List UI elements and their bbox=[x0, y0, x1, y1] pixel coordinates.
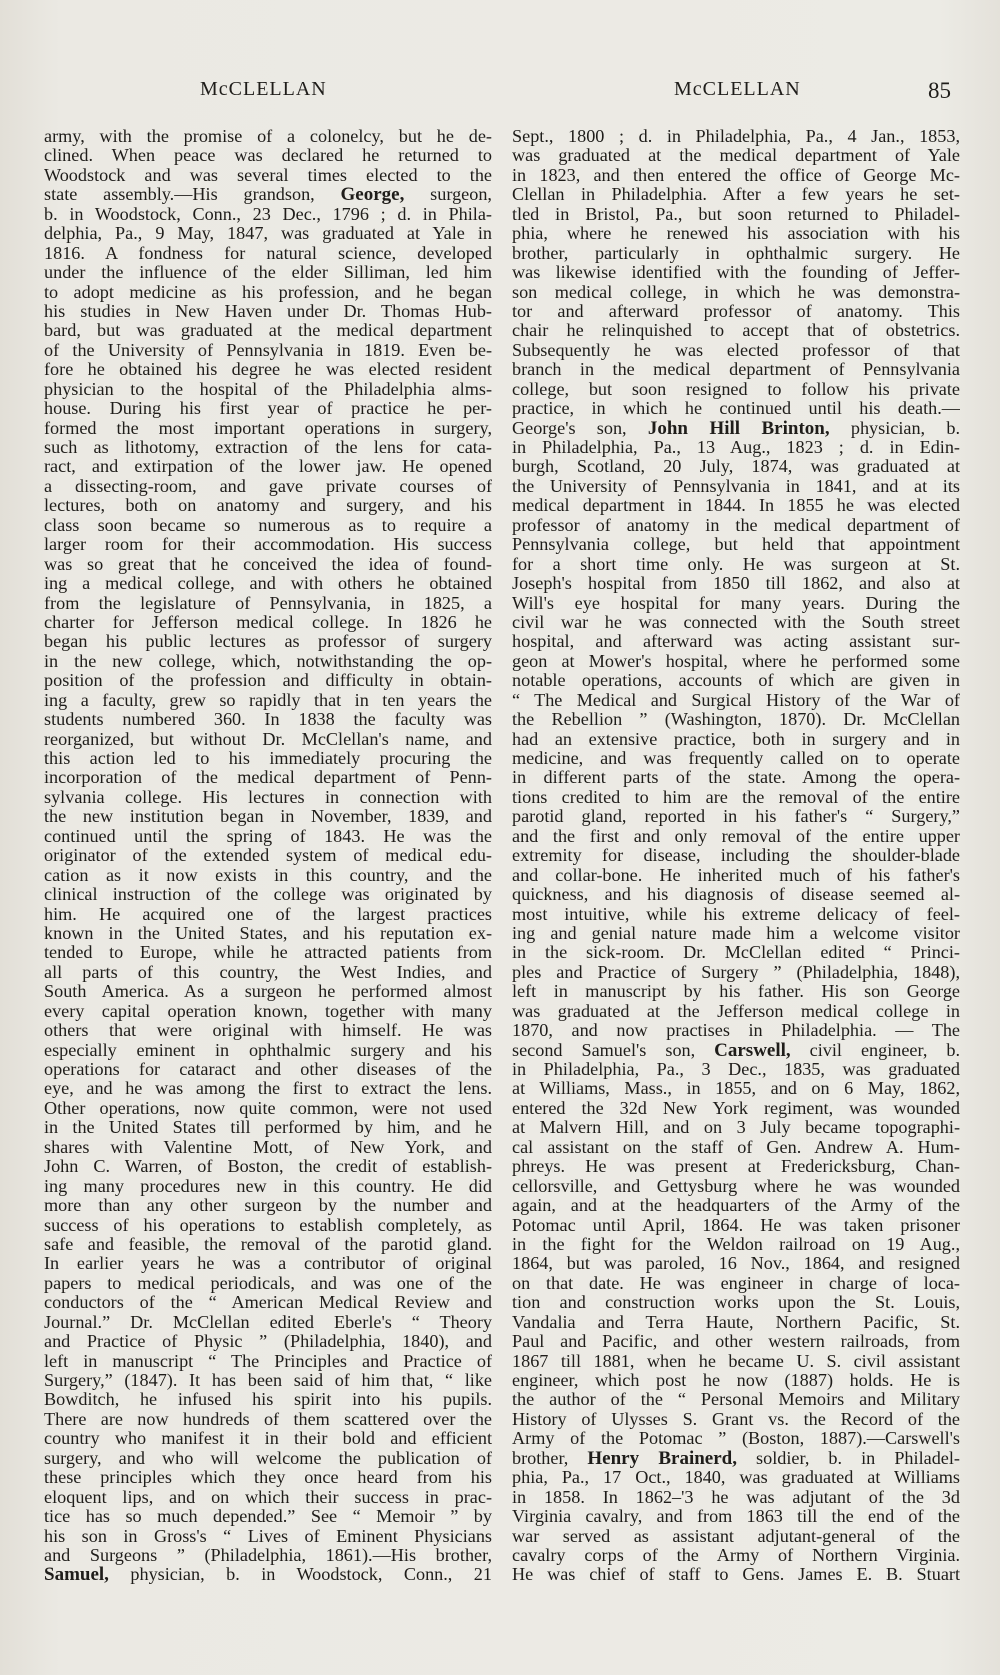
text-line: students numbered 360. In 1838 the faculty was bbox=[44, 710, 492, 730]
text-line: medicine, and was frequently called on to operate bbox=[512, 749, 960, 768]
text-line: had an extensive practice, both in surgery and in bbox=[512, 729, 960, 749]
text-line: Paul and Pacific, and other western railroads, from bbox=[512, 1332, 960, 1352]
text-line: Journal.” Dr. McClellan edited Eberle's “ Theory bbox=[44, 1312, 492, 1332]
text-line: him. He acquired one of the largest practices bbox=[44, 904, 492, 924]
text-line: Will's eye hospital for many years. During the bbox=[512, 593, 960, 613]
text-line: brother, particularly in ophthalmic surgery. He bbox=[512, 243, 960, 263]
text-line: in 1858. In 1862–'3 he was adjutant of the 3d bbox=[512, 1487, 960, 1507]
text-line: ing many procedures new in this country. He did bbox=[44, 1176, 492, 1196]
text-line: Woodstock and was several times elected to the bbox=[44, 165, 492, 185]
text-line: left in manuscript “ The Principles and Practice of bbox=[44, 1351, 492, 1371]
text-line: entered the 32d New York regiment, was wounded bbox=[512, 1098, 960, 1118]
text-line: eye, and he was among the first to extract the lens. bbox=[44, 1079, 492, 1099]
text-line: in different parts of the state. Among the opera- bbox=[512, 768, 960, 788]
text-line: in Philadelphia, Pa., 3 Dec., 1835, was graduated bbox=[512, 1060, 960, 1079]
text-line: ract, and extirpation of the lower jaw. He opened bbox=[44, 457, 492, 477]
text-line: these principles which they once heard from his bbox=[44, 1468, 492, 1488]
text-line: 1864, but was paroled, 16 Nov., 1864, and resigned bbox=[512, 1254, 960, 1274]
text-line: notable operations, accounts of which are given in bbox=[512, 671, 960, 691]
text-line: was graduated at the Jefferson medical college in bbox=[512, 1001, 960, 1021]
text-line: on that date. He was engineer in charge of loca- bbox=[512, 1273, 960, 1293]
text-line: continued until the spring of 1843. He was the bbox=[44, 826, 492, 846]
text-line: papers to medical periodicals, and was one of the bbox=[44, 1273, 492, 1293]
text-line: Vandalia and Terra Haute, Northern Pacific, St. bbox=[512, 1312, 960, 1332]
text-line: son medical college, in which he was demonstra- bbox=[512, 282, 960, 302]
text-line: college, but soon resigned to follow his private bbox=[512, 379, 960, 399]
text-line: was likewise identified with the founding of Jeffer- bbox=[512, 263, 960, 283]
text-line: History of Ulysses S. Grant vs. the Record of the bbox=[512, 1409, 960, 1429]
text-line: and Surgeons ” (Philadelphia, 1861).—His brother, bbox=[44, 1545, 492, 1565]
text-line: quickness, and his diagnosis of disease seemed al- bbox=[512, 885, 960, 905]
text-line: Potomac until April, 1864. He was taken prisoner bbox=[512, 1215, 960, 1235]
text-line: and the first and only removal of the entire upper bbox=[512, 826, 960, 846]
text-line: the new institution began in November, 1839, and bbox=[44, 807, 492, 827]
text-line: medical department in 1844. In 1855 he was elected bbox=[512, 496, 960, 516]
text-line: all parts of this country, the West Indies, and bbox=[44, 962, 492, 982]
text-line: conductors of the “ American Medical Review and bbox=[44, 1293, 492, 1313]
text-line: Army of the Potomac ” (Boston, 1887).—Carswell's bbox=[512, 1429, 960, 1449]
text-line: extremity for disease, including the shoulder-blade bbox=[512, 846, 960, 866]
text-line: position of the profession and difficulty in obtain- bbox=[44, 671, 492, 691]
text-line: in the fight for the Weldon railroad on 19 Aug., bbox=[512, 1234, 960, 1254]
text-line: branch in the medical department of Pennsylvania bbox=[512, 360, 960, 380]
text-line: clinical instruction of the college was originated by bbox=[44, 885, 492, 905]
text-line: lectures, both on anatomy and surgery, and his bbox=[44, 496, 492, 516]
text-line: again, and at the headquarters of the Army of the bbox=[512, 1196, 960, 1216]
text-line: the author of the “ Personal Memoirs and Military bbox=[512, 1390, 960, 1410]
text-line: phreys. He was present at Fredericksburg, Chan- bbox=[512, 1157, 960, 1177]
text-line: his son in Gross's “ Lives of Eminent Physicians bbox=[44, 1526, 492, 1546]
text-line: country who manifest it in their bold and efficient bbox=[44, 1429, 492, 1449]
text-line: ing and genial nature made him a welcome visitor bbox=[512, 923, 960, 943]
text-line: class soon became so numerous as to require a bbox=[44, 515, 492, 535]
text-line: tor and afterward professor of anatomy. This bbox=[512, 301, 960, 321]
text-line: tion and construction works upon the St. Louis, bbox=[512, 1293, 960, 1313]
text-line: and collar-bone. He inherited much of his father's bbox=[512, 865, 960, 885]
text-line: originator of the extended system of medical edu- bbox=[44, 846, 492, 866]
text-line: the University of Pennsylvania in 1841, and at its bbox=[512, 476, 960, 496]
text-line: phia, Pa., 17 Oct., 1840, was graduated at Williams bbox=[512, 1468, 960, 1488]
text-line: ing a faculty, grew so rapidly that in ten years the bbox=[44, 690, 492, 710]
text-line: geon at Mower's hospital, where he performed some bbox=[512, 651, 960, 671]
running-head-right: McCLELLAN bbox=[674, 78, 801, 100]
text-line: at Malvern Hill, and on 3 July became topographi- bbox=[512, 1118, 960, 1138]
text-line: engineer, which post he now (1887) holds. He is bbox=[512, 1371, 960, 1390]
text-line: of the University of Pennsylvania in 1819. Even be- bbox=[44, 340, 492, 360]
text-line: There are now hundreds of them scattered over the bbox=[44, 1409, 492, 1429]
text-line: tended to Europe, while he attracted patients from bbox=[44, 943, 492, 963]
text-line: state assembly.—His grandson, George, surgeon, bbox=[44, 185, 492, 205]
text-line: tions credited to him are the removal of the entire bbox=[512, 787, 960, 807]
text-line: known in the United States, and his reputation ex- bbox=[44, 923, 492, 943]
text-line: hospital, and afterward was acting assistant sur- bbox=[512, 632, 960, 652]
text-line: cavalry corps of the Army of Northern Virginia. bbox=[512, 1545, 960, 1565]
text-line: a dissecting-room, and gave private courses of bbox=[44, 476, 492, 496]
running-head-left: McCLELLAN bbox=[200, 78, 327, 100]
text-line: larger room for their accommodation. His success bbox=[44, 535, 492, 555]
text-line: more than any other surgeon by the number and bbox=[44, 1196, 492, 1216]
text-line: was so great that he conceived the idea of found- bbox=[44, 554, 492, 574]
text-line: shares with Valentine Mott, of New York, and bbox=[44, 1137, 492, 1157]
right-text-column bbox=[512, 127, 960, 1585]
text-line: incorporation of the medical department of Penn- bbox=[44, 768, 492, 788]
text-line: Clellan in Philadelphia. After a few years he set- bbox=[512, 185, 960, 205]
text-line: in 1823, and then entered the office of George Mc- bbox=[512, 165, 960, 185]
text-line: 1870, and now practises in Philadelphia. — The bbox=[512, 1021, 960, 1041]
text-line: was graduated at the medical department of Yale bbox=[512, 146, 960, 166]
text-line: ing a medical college, and with others he obtained bbox=[44, 574, 492, 594]
text-line: Surgery,” (1847). It has been said of him that, “ like bbox=[44, 1371, 492, 1390]
text-line: 1867 till 1881, when he became U. S. civil assistant bbox=[512, 1351, 960, 1371]
text-line: formed the most important operations in surgery, bbox=[44, 418, 492, 438]
text-line: chair he relinquished to accept that of obstetrics. bbox=[512, 321, 960, 341]
text-line: b. in Woodstock, Conn., 23 Dec., 1796 ; d. in Phila- bbox=[44, 204, 492, 224]
text-line: surgery, and who will welcome the publication of bbox=[44, 1448, 492, 1468]
text-line: In earlier years he was a contributor of original bbox=[44, 1254, 492, 1274]
text-line: 1816. A fondness for natural science, developed bbox=[44, 243, 492, 263]
text-line: George's son, John Hill Brinton, physician, b. bbox=[512, 418, 960, 438]
text-line: most intuitive, while his extreme delicacy of feel- bbox=[512, 904, 960, 924]
text-line: cellorsville, and Gettysburg where he was wounded bbox=[512, 1176, 960, 1196]
text-line: in Philadelphia, Pa., 13 Aug., 1823 ; d. in Edin- bbox=[512, 438, 960, 457]
text-line: phia, where he renewed his association with his bbox=[512, 224, 960, 244]
text-line: Sept., 1800 ; d. in Philadelphia, Pa., 4 Jan., 1853, bbox=[512, 127, 960, 146]
text-line: physician to the hospital of the Philadelphia alms- bbox=[44, 379, 492, 399]
text-line: in the new college, which, notwithstanding the op- bbox=[44, 651, 492, 671]
text-line: professor of anatomy in the medical department of bbox=[512, 515, 960, 535]
text-line: practice, in which he continued until his death.— bbox=[512, 399, 960, 419]
text-line: for a short time only. He was surgeon at St. bbox=[512, 554, 960, 574]
text-line: He was chief of staff to Gens. James E. B. Stuart bbox=[512, 1565, 960, 1585]
text-line: tled in Bristol, Pa., but soon returned to Philadel- bbox=[512, 204, 960, 224]
text-line: Pennsylvania college, but held that appointment bbox=[512, 535, 960, 555]
text-line: burgh, Scotland, 20 July, 1874, was graduated at bbox=[512, 457, 960, 477]
text-line: operations for cataract and other diseases of the bbox=[44, 1060, 492, 1079]
text-line: Other operations, now quite common, were not used bbox=[44, 1098, 492, 1118]
text-line: in the United States till performed by him, and he bbox=[44, 1118, 492, 1138]
text-line: under the influence of the elder Silliman, led him bbox=[44, 263, 492, 283]
text-line: his studies in New Haven under Dr. Thomas Hub- bbox=[44, 301, 492, 321]
text-line: to adopt medicine as his profession, and he began bbox=[44, 282, 492, 302]
text-line: from the legislature of Pennsylvania, in 1825, a bbox=[44, 593, 492, 613]
text-line: house. During his first year of practice he per- bbox=[44, 399, 492, 419]
text-line: cation as it now exists in this country, and the bbox=[44, 865, 492, 885]
left-text-column bbox=[44, 127, 492, 1585]
text-line: safe and feasible, the removal of the parotid gland. bbox=[44, 1234, 492, 1254]
text-line: clined. When peace was declared he returned to bbox=[44, 146, 492, 166]
text-line: the Rebellion ” (Washington, 1870). Dr. McClellan bbox=[512, 710, 960, 730]
text-line: left in manuscript by his father. His son George bbox=[512, 982, 960, 1002]
text-line: eloquent lips, and on which their success in prac- bbox=[44, 1487, 492, 1507]
text-line: Samuel, physician, b. in Woodstock, Conn., 21 bbox=[44, 1565, 492, 1585]
text-line: fore he obtained his degree he was elected resident bbox=[44, 360, 492, 380]
text-line: second Samuel's son, Carswell, civil engineer, b. bbox=[512, 1040, 960, 1060]
text-line: “ The Medical and Surgical History of the War of bbox=[512, 690, 960, 710]
text-line: began his public lectures as professor of surgery bbox=[44, 632, 492, 652]
text-line: Bowditch, he infused his spirit into his pupils. bbox=[44, 1390, 492, 1410]
text-line: Virginia cavalry, and from 1863 till the end of the bbox=[512, 1507, 960, 1527]
text-line: and Practice of Physic ” (Philadelphia, 1840), and bbox=[44, 1332, 492, 1352]
text-line: brother, Henry Brainerd, soldier, b. in Philadel- bbox=[512, 1448, 960, 1469]
page-number: 85 bbox=[928, 78, 951, 103]
text-line: sylvania college. His lectures in connection with bbox=[44, 787, 492, 807]
text-line: civil war he was connected with the South street bbox=[512, 612, 960, 632]
text-line: South America. As a surgeon he performed almost bbox=[44, 982, 492, 1002]
text-line: ples and Practice of Surgery ” (Philadelphia, 1848), bbox=[512, 962, 960, 982]
text-line: especially eminent in ophthalmic surgery and his bbox=[44, 1040, 492, 1060]
text-line: Joseph's hospital from 1850 till 1862, and also at bbox=[512, 574, 960, 594]
text-line: Subsequently he was elected professor of that bbox=[512, 340, 960, 360]
text-line: such as lithotomy, extraction of the lens for cata- bbox=[44, 438, 492, 457]
text-line: in the sick-room. Dr. McClellan edited “ Princi- bbox=[512, 943, 960, 963]
text-line: tice has so much depended.” See “ Memoir ” by bbox=[44, 1507, 492, 1527]
text-line: war served as assistant adjutant-general of the bbox=[512, 1526, 960, 1546]
text-line: this action led to his immediately procuring the bbox=[44, 749, 492, 768]
text-line: every capital operation known, together with many bbox=[44, 1001, 492, 1021]
text-line: at Williams, Mass., in 1855, and on 6 May, 1862, bbox=[512, 1079, 960, 1099]
text-line: cal assistant on the staff of Gen. Andrew A. Hum- bbox=[512, 1137, 960, 1157]
text-line: charter for Jefferson medical college. In 1826 he bbox=[44, 612, 492, 632]
text-line: army, with the promise of a colonelcy, but he de- bbox=[44, 127, 492, 146]
text-line: success of his operations to establish completely, as bbox=[44, 1215, 492, 1235]
text-line: delphia, Pa., 9 May, 1847, was graduated at Yale in bbox=[44, 224, 492, 244]
text-line: others that were original with himself. He was bbox=[44, 1021, 492, 1041]
text-line: John C. Warren, of Boston, the credit of establish- bbox=[44, 1157, 492, 1177]
text-line: parotid gland, reported in his father's “ Surgery,” bbox=[512, 807, 960, 827]
text-line: bard, but was graduated at the medical department bbox=[44, 321, 492, 341]
text-line: reorganized, but without Dr. McClellan's name, and bbox=[44, 729, 492, 749]
